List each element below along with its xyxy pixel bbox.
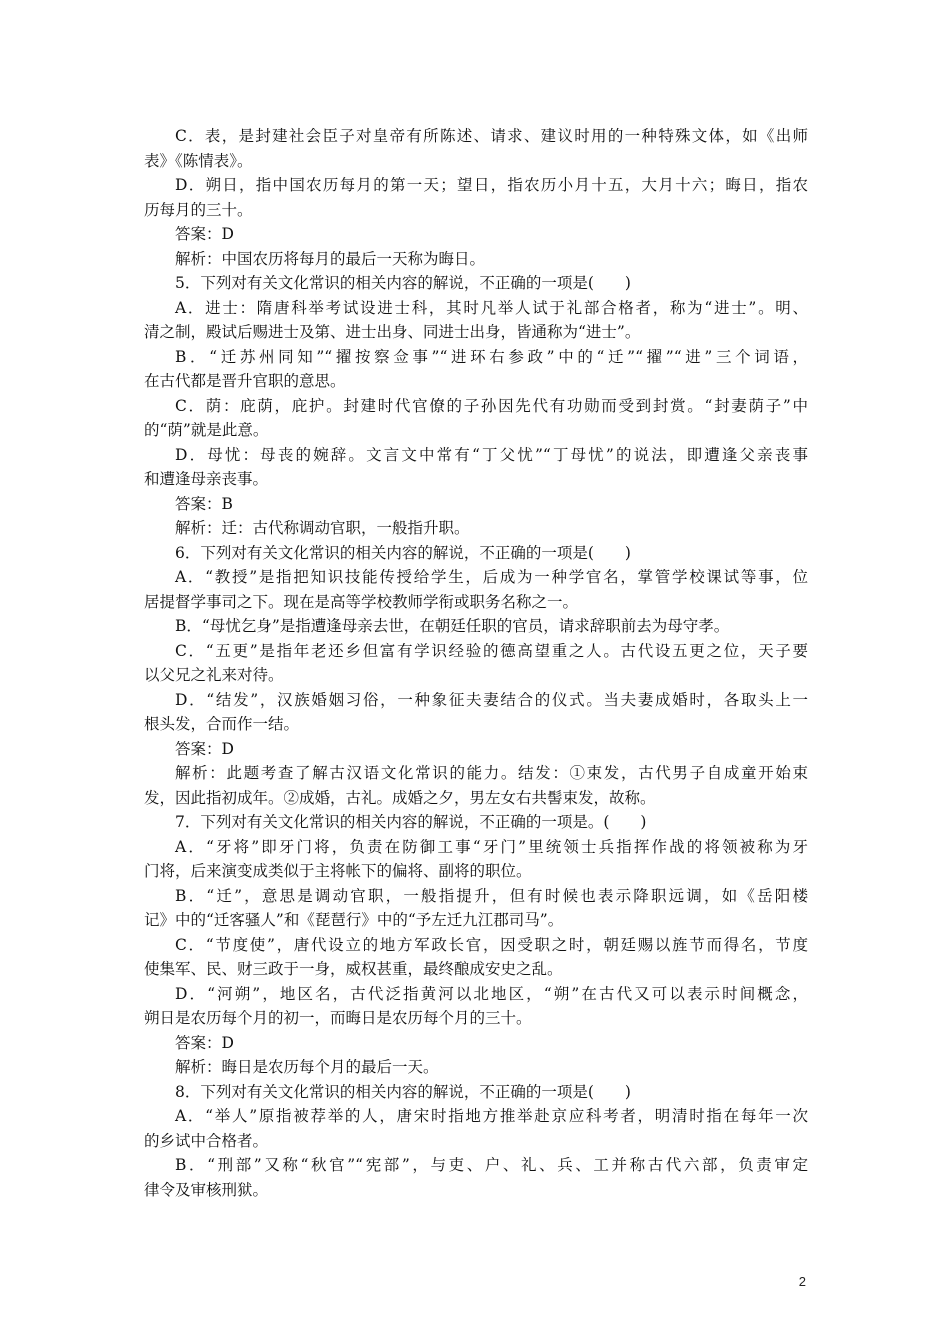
text-line: 根头发，合而作一结。 [144,715,300,733]
text-line: C．表，是封建社会臣子对皇帝有所陈述、请求、建议时用的一种特殊文体，如《出师 [175,127,808,145]
text-line: 使集军、民、财三政于一身，威权甚重，最终酿成安史之乱。 [144,960,563,978]
text-line: 记》中的“迁客骚人”和《琵琶行》中的“予左迁九江郡司马”。 [144,911,564,929]
text-line: D．朔日，指中国农历每月的第一天；望日，指农历小月十五，大月十六；晦日，指农 [175,176,808,194]
text-line: D．“结发”，汉族婚姻习俗，一种象征夫妻结合的仪式。当夫妻成婚时，各取头上一 [175,690,808,709]
text-line: B．“迁”，意思是调动官职，一般指提升，但有时候也表示降职远调，如《岳阳楼 [175,886,808,905]
text-line: 8．下列对有关文化常识的相关内容的解说，不正确的一项是( ) [175,1082,631,1101]
text-line: A．进士：隋唐科举考试设进士科，其时凡举人试于礼部合格者，称为“进士”。明、 [175,298,808,317]
text-line: 以父兄之礼来对待。 [144,666,284,684]
text-line: 和遭逢母亲丧事。 [144,470,269,488]
text-line: A．“举人”原指被荐举的人，唐宋时指地方推举赴京应科考者，明清时指在每年一次 [175,1107,808,1125]
text-line: 解析：中国农历将每月的最后一天称为晦日。 [175,249,486,268]
document-body [144,124,808,1202]
text-line: C．“五更”是指年老还乡但富有学识经验的德高望重之人。古代设五更之位，天子要 [175,641,808,660]
text-line: 的“荫”就是此意。 [144,421,269,439]
text-line: 7．下列对有关文化常识的相关内容的解说，不正确的一项是。( ) [175,813,647,831]
text-line: 5．下列对有关文化常识的相关内容的解说，不正确的一项是( ) [175,274,631,292]
text-line: 居提督学事司之下。现在是高等学校教师学衔或职务名称之一。 [144,592,579,611]
text-line: 历每月的三十。 [144,200,253,219]
text-line: 门将，后来演变成类似于主将帐下的偏将、副将的职位。 [144,862,532,880]
text-line: 发，因此指初成年。②成婚，古礼。成婚之夕，男左女右共髻束发，故称。 [144,788,656,807]
text-line: 在古代都是晋升官职的意思。 [144,372,346,390]
text-line: C．荫：庇荫，庇护。封建时代官僚的子孙因先代有功勋而受到封赏。“封妻荫子”中 [175,396,808,415]
text-line: 解析：此题考查了解古汉语文化常识的能力。结发：①束发，古代男子自成童开始束 [175,764,808,782]
text-line: 答案：D [175,1033,234,1052]
text-line: A．“牙将”即牙门将，负责在防御工事“牙门”里统领士兵指挥作战的将领被称为牙 [175,837,808,856]
text-line: 答案：D [175,739,234,758]
text-line: 表》《陈情表》。 [144,151,253,170]
text-line: 解析：迁：古代称调动官职，一般指升职。 [175,519,470,537]
text-line: 的乡试中合格者。 [144,1131,269,1150]
text-line: D．“河朔”，地区名，古代泛指黄河以北地区，“朔”在古代又可以表示时间概念， [175,984,808,1003]
text-line: 解析：晦日是农历每个月的最后一天。 [175,1058,439,1076]
text-line: 清之制，殿试后赐进士及第、进士出身、同进士出身，皆通称为“进士”。 [144,323,641,341]
text-line: B．“迁苏州同知”“擢按察佥事”“进环右参政”中的“迁”“擢”“进”三个词语， [175,347,808,366]
text-line: 律令及审核刑狱。 [144,1180,269,1199]
text-line: C．“节度使”，唐代设立的地方军政长官，因受职之时，朝廷赐以旌节而得名，节度 [175,935,808,954]
text-line: 答案：B [175,494,233,513]
text-line: D．母忧：母丧的婉辞。文言文中常有“丁父忧”“丁母忧”的说法，即遭逢父亲丧事 [175,445,808,464]
text-line: 答案：D [175,225,234,243]
page-number: 2 [798,1274,806,1289]
text-line: 6．下列对有关文化常识的相关内容的解说，不正确的一项是( ) [175,543,631,562]
text-line: B．“刑部”又称“秋官”“宪部”，与吏、户、礼、兵、工并称古代六部，负责审定 [175,1156,808,1174]
text-line: A．“教授”是指把知识技能传授给学生，后成为一种学官名，掌管学校课试等事，位 [175,568,808,586]
text-line: 朔日是农历每个月的初一，而晦日是农历每个月的三十。 [144,1009,532,1027]
text-line: B．“母忧乞身”是指遭逢母亲去世，在朝廷任职的官员，请求辞职前去为母守孝。 [175,617,730,635]
